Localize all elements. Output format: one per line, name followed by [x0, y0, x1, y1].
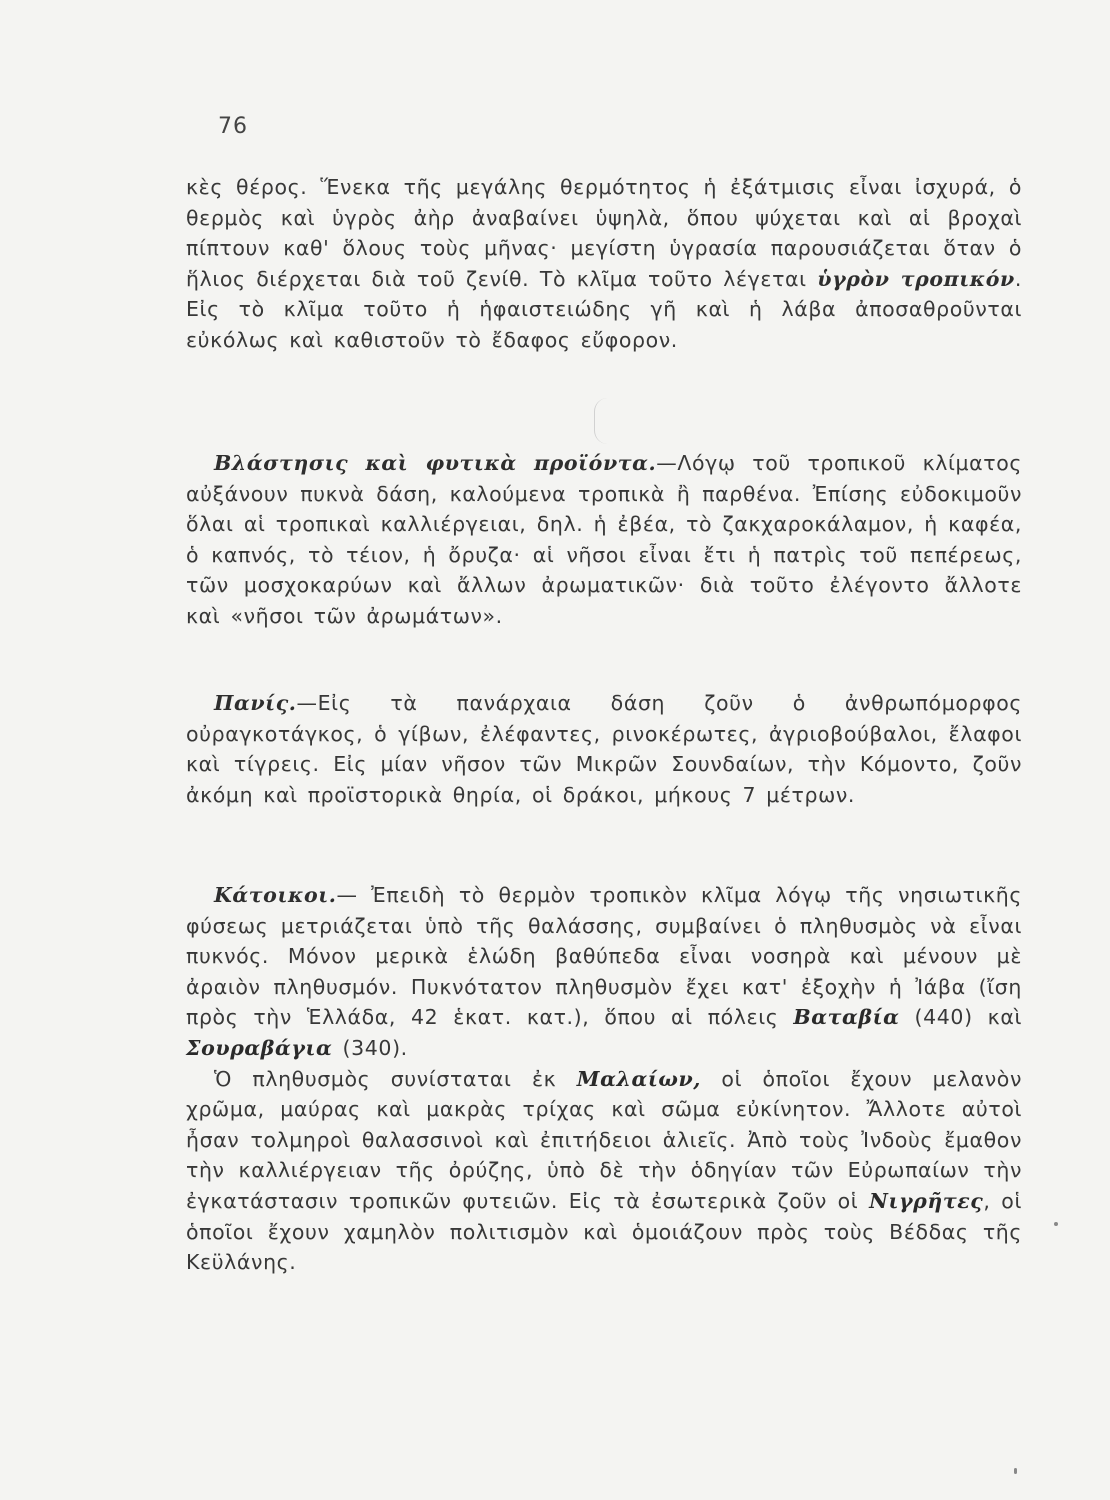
inhabitants-body-1: — Ἐπειδὴ τὸ θερμὸν τροπικὸν κλῖμα λόγῳ τῆς νησιωτικῆς φύσεως μετριάζεται ὑπὸ τῆς θαλάσσης, συμβαίνει ὁ πληθυσμὸς νὰ εἶναι πυκνός. Μόνον μερικὰ ἑλώδη βαθύπεδα εἶναι νοσηρὰ καὶ μένουν μὲ ἀραιὸν πληθυσμόν. Πυκνότατον πληθυσμὸν ἔχει κατ' ἐξοχὴν ἡ Ἰάβα (ἴση πρὸς τὴν Ἑλλάδα, 42 ἑκατ. κατ.), ὅπου αἱ πόλεις	[186, 883, 1022, 1030]
people-malays: Μαλαίων,	[576, 1066, 702, 1091]
page-number: 76	[218, 114, 248, 139]
paragraph-vegetation-text	[186, 448, 1022, 632]
paragraph-climate	[186, 172, 1022, 356]
fauna-heading: Πανίς.	[214, 691, 297, 715]
paragraph-fauna-text	[186, 688, 1022, 810]
climate-text-after: . Εἰς τὸ κλῖμα τοῦτο ἡ ἡφαιστειώδης γῆ καὶ ἡ λάβα ἀποσαθροῦνται εὐκόλως καὶ καθιστοῦν τὸ ἔδαφος εὔφορον.	[186, 266, 1022, 352]
inhabitants-heading: Κάτοικοι.	[214, 883, 337, 907]
climate-text-before: κὲς θέρος. Ἕνεκα τῆς μεγάλης θερμότητος ἡ ἐξάτμισις εἶναι ἰσχυρά, ὁ θερμὸς καὶ ὑγρὸς ἀὴρ ἀναβαίνει ὑψηλὰ, ὅπου ψύχεται καὶ αἱ βροχαὶ πίπτουν καθ' ὅλους τοὺς μῆνας· μεγίστη ὑγρασία παρουσιάζεται ὅταν ὁ ἥλιος διέρχεται διὰ τοῦ ζενίθ. Τὸ κλῖμα τοῦτο λέγεται	[186, 175, 1022, 291]
fauna-body: —Εἰς τὰ πανάρχαια δάση ζοῦν ὁ ἀνθρωπόμορφος οὐραγκοτάγκος, ὁ γίβων, ἐλέφαντες, ρινοκέρωτες, ἀγριοβούβαλοι, ἔλαφοι καὶ τίγρεις. Εἰς μίαν νῆσον τῶν Μικρῶν Σουνδαίων, τὴν Κόμοντο, ζοῦν ἀκόμη καὶ προϊστορικὰ θηρία, οἱ δράκοι, μήκους 7 μέτρων.	[186, 691, 1022, 807]
population-body-1: Ὁ πληθυσμὸς συνίσταται ἐκ	[214, 1066, 577, 1091]
vegetation-heading: Βλάστησις καὶ φυτικὰ προϊόντα.	[214, 451, 657, 475]
paragraph-inhabitants	[186, 880, 1022, 1278]
paragraph-climate-text	[186, 172, 1022, 356]
inhabitants-body-2: (440) καὶ	[899, 1005, 1022, 1030]
paragraph-fauna	[186, 688, 1022, 810]
climate-term: ὑγρὸν τροπικόν	[817, 266, 1015, 291]
paragraph-vegetation	[186, 448, 1022, 632]
city-surabaya: Σουραβάγια	[186, 1035, 333, 1060]
paper-speck	[1054, 1222, 1058, 1226]
pencil-mark	[594, 398, 621, 444]
population-body-3: , οἱ ὁποῖοι ἔχουν χαμηλὸν πολιτισμὸν καὶ ὁμοιάζουν πρὸς τοὺς Βέδδας τῆς Κεϋλάνης.	[186, 1188, 1022, 1275]
vegetation-body: —Λόγῳ τοῦ τροπικοῦ κλίματος αὐξάνουν πυκνὰ δάση, καλούμενα τροπικὰ ἢ παρθένα. Ἐπίσης εὐδοκιμοῦν ὅλαι αἱ τροπικαὶ καλλιέργειαι, δηλ. ἡ ἐβέα, τὸ ζακχαροκάλαμον, ἡ καφέα, ὁ καπνός, τὸ τέιον, ἡ ὄρυζα· αἱ νῆσοι εἶναι ἔτι ἡ πατρὶς τοῦ πεπέρεως, τῶν μοσχοκαρύων καὶ ἄλλων ἀρωματικῶν· διὰ τοῦτο ἐλέγοντο ἄλλοτε καὶ «νῆσοι τῶν ἀρωμάτων».	[186, 451, 1022, 628]
city-batavia: Βαταβία	[793, 1005, 900, 1030]
inhabitants-body-3: (340).	[332, 1035, 408, 1060]
paragraph-population-text	[186, 1064, 1022, 1278]
paragraph-inhabitants-text	[186, 880, 1022, 1064]
paper-speck	[1014, 1468, 1017, 1474]
population-body-2: οἱ ὁποῖοι ἔχουν μελανὸν χρῶμα, μαύρας καὶ μακρὰς τρίχας καὶ σῶμα εὐκίνητον. Ἄλλοτε αὐτοὶ ἦσαν τολμηροὶ θαλασσινοὶ καὶ ἐπιτήδειοι ἁλιεῖς. Ἀπὸ τοὺς Ἰνδοὺς ἔμαθον τὴν καλλιέργειαν τῆς ὀρύζης, ὑπὸ δὲ τὴν ὁδηγίαν τῶν Εὐρωπαίων τὴν ἐγκατάστασιν τροπικῶν φυτειῶν. Εἰς τὰ ἐσωτερικὰ ζοῦν οἱ	[186, 1066, 1023, 1213]
people-negritos: Νιγρῆτες	[869, 1188, 984, 1213]
